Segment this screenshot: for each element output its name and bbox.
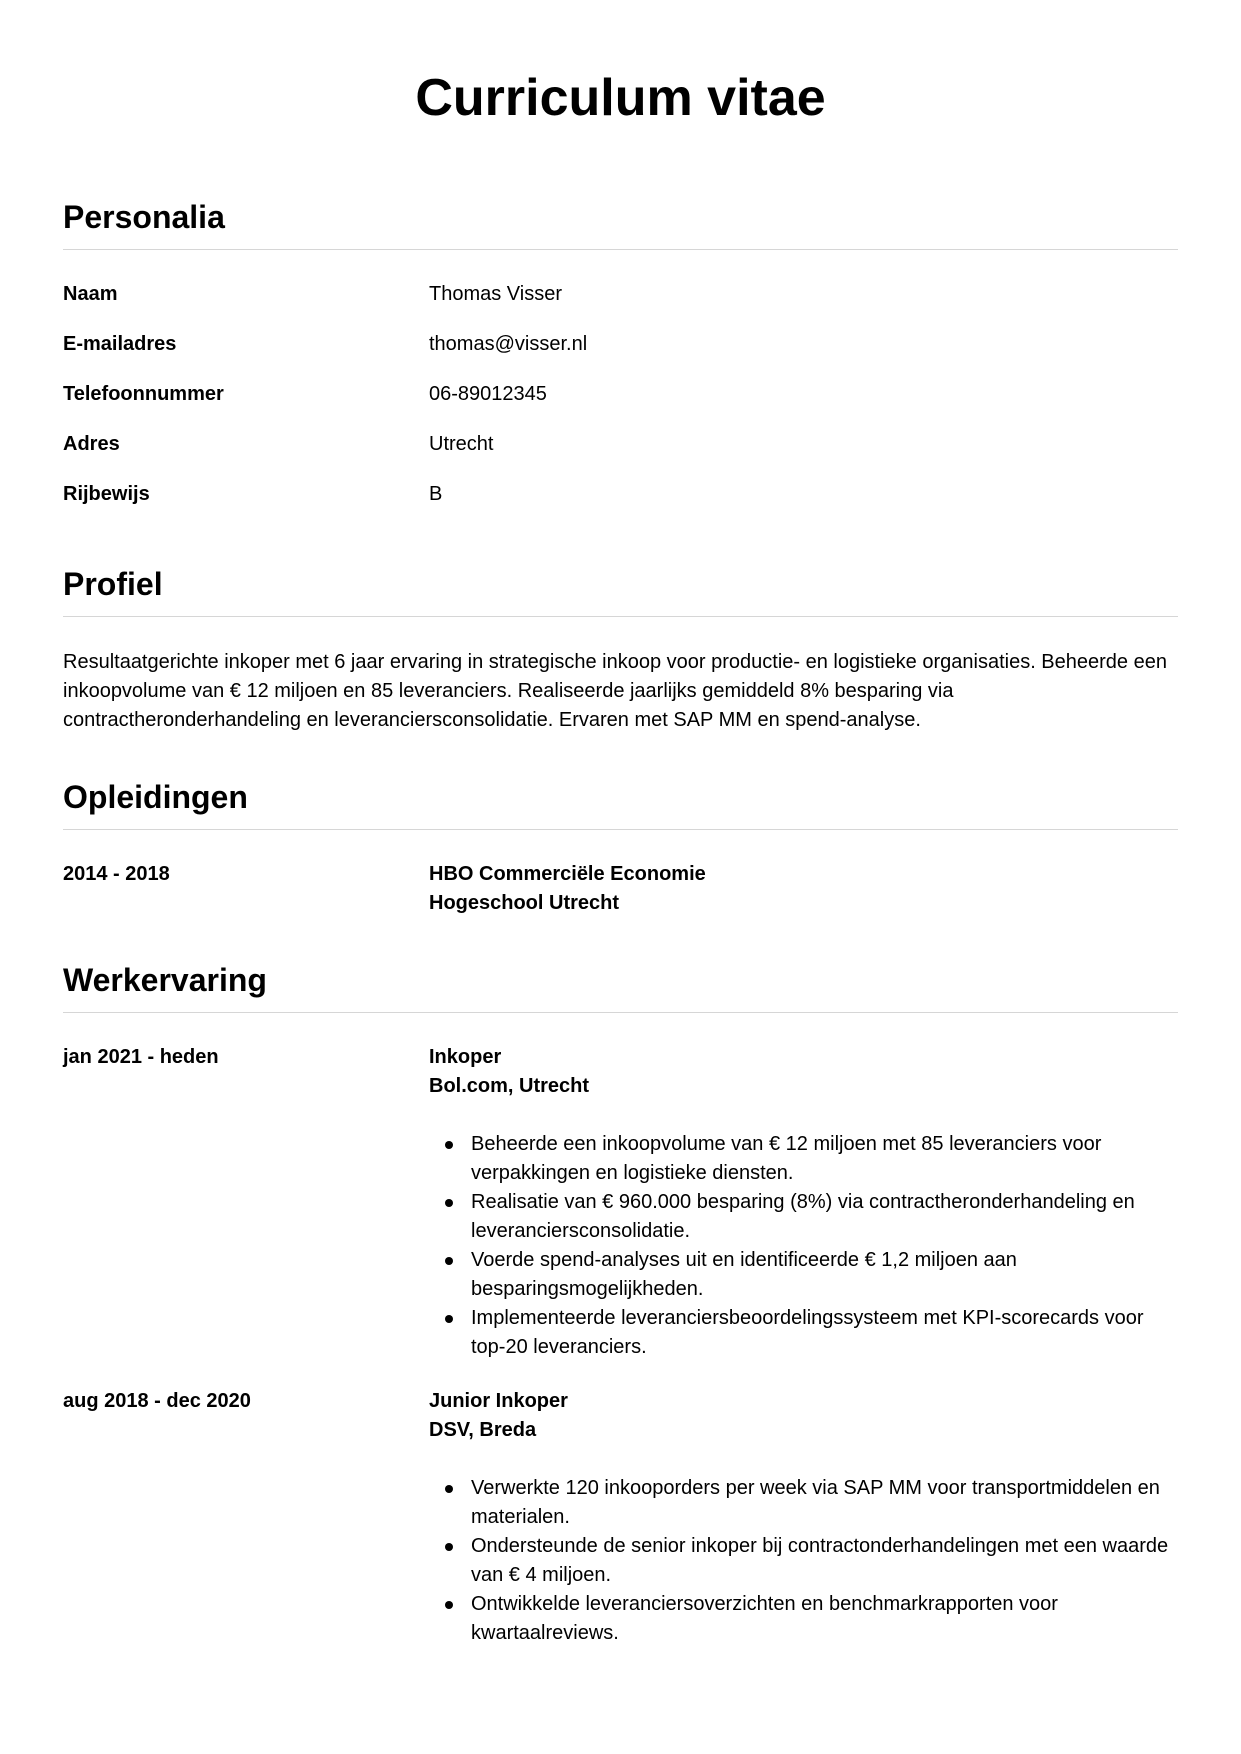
personalia-row-telefoon: [63, 380, 1178, 430]
job-company: DSV, Breda: [429, 1419, 537, 1441]
job-bullet: Ondersteunde de senior inkoper bij contractonderhandelingen met een waarde van € 4 miljoen.: [471, 1532, 1178, 1590]
profile-text: Resultaatgerichte inkoper met 6 jaar ervaring in strategische inkoop voor productie- en logistieke organisaties. Beheerde een inkoopvolume van € 12 miljoen en 85 leveranciers. Realiseerde jaarlijks gemiddeld 8% besparing via contractheronderhandeling en leveranciersconsolidatie. Ervaren met SAP MM en spend-analyse.: [63, 651, 1167, 731]
field-value: B: [429, 483, 443, 505]
job-bullet: Verwerkte 120 inkooporders per week via SAP MM voor transportmiddelen en materialen.: [471, 1474, 1178, 1532]
section-heading-werkervaring: Werkervaring: [63, 960, 1178, 1013]
personalia-list: [63, 280, 1178, 530]
work-list: [63, 1043, 1178, 1648]
job-role: Junior Inkoper: [429, 1390, 568, 1412]
field-value: Utrecht: [429, 433, 494, 455]
field-value: thomas@visser.nl: [429, 333, 588, 355]
section-heading-personalia: Personalia: [63, 197, 1178, 250]
job-details: [429, 1387, 1178, 1648]
job-details: [429, 1043, 1178, 1362]
job-item: [63, 1043, 1178, 1362]
personalia-row-rijbewijs: [63, 480, 1178, 530]
education-list: [63, 860, 1178, 918]
job-period: jan 2021 - heden: [63, 1046, 219, 1068]
field-label: Telefoonnummer: [63, 383, 224, 405]
education-school: Hogeschool Utrecht: [429, 892, 620, 914]
personalia-row-adres: [63, 430, 1178, 480]
field-value: 06-89012345: [429, 383, 547, 405]
field-label: Naam: [63, 283, 118, 305]
job-item: [63, 1387, 1178, 1648]
job-bullet: Ontwikkelde leveranciersoverzichten en benchmarkrapporten voor kwartaalreviews.: [471, 1590, 1178, 1648]
job-company: Bol.com, Utrecht: [429, 1075, 590, 1097]
field-value: Thomas Visser: [429, 283, 563, 305]
personalia-row-email: [63, 330, 1178, 380]
job-period: aug 2018 - dec 2020: [63, 1390, 251, 1412]
job-bullet: Beheerde een inkoopvolume van € 12 miljoen met 85 leveranciers voor verpakkingen en logistieke diensten.: [471, 1130, 1178, 1188]
field-label: Rijbewijs: [63, 483, 150, 505]
section-heading-profiel: Profiel: [63, 564, 1178, 617]
job-role: Inkoper: [429, 1046, 502, 1068]
job-bullet-list: [429, 1130, 1178, 1362]
education-period: 2014 - 2018: [63, 863, 170, 885]
job-bullet: Realisatie van € 960.000 besparing (8%) via contractheronderhandeling en leveranciersconsolidatie.: [471, 1188, 1178, 1246]
job-bullet: Voerde spend-analyses uit en identificeerde € 1,2 miljoen aan besparingsmogelijkheden.: [471, 1246, 1178, 1304]
education-item: [63, 860, 1178, 918]
document-title: Curriculum vitae: [415, 69, 826, 127]
job-bullet-list: [429, 1474, 1178, 1648]
field-label: Adres: [63, 433, 120, 455]
education-degree: HBO Commerciële Economie: [429, 863, 706, 885]
personalia-row-naam: [63, 280, 1178, 330]
section-heading-opleidingen: Opleidingen: [63, 777, 1178, 830]
education-details: [429, 860, 1178, 918]
job-bullet: Implementeerde leveranciersbeoordelingssysteem met KPI-scorecards voor top-20 leveranciers.: [471, 1304, 1178, 1362]
field-label: E-mailadres: [63, 333, 177, 355]
